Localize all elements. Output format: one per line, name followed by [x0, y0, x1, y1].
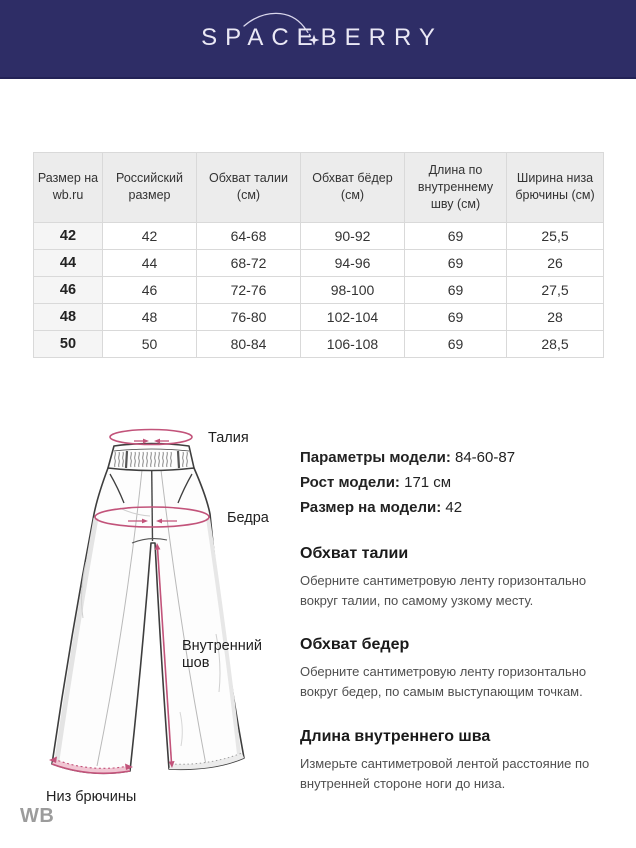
guide-section-waist [300, 545, 622, 611]
cell-wb-size: 42 [34, 222, 103, 249]
model-height-value: 171 см [404, 474, 452, 491]
cell-waist: 76-80 [197, 303, 301, 330]
col-header-wb-size: Размер на wb.ru [34, 153, 103, 223]
cell-hips: 102-104 [301, 303, 405, 330]
cell-wb-size: 50 [34, 330, 103, 357]
cell-hips: 106-108 [301, 330, 405, 357]
brand-header [0, 0, 636, 79]
cell-hips: 98-100 [301, 276, 405, 303]
col-header-ru-size: Российский размер [103, 153, 197, 223]
cell-leg-width: 28 [507, 303, 604, 330]
model-params-value: 84-60-87 [455, 449, 516, 466]
cell-waist: 80-84 [197, 330, 301, 357]
table-row [34, 276, 604, 303]
col-header-leg-width: Ширина низа брючины (см) [507, 153, 604, 223]
col-header-waist: Обхват талии (см) [197, 153, 301, 223]
pants-measurement-diagram [30, 412, 300, 812]
cell-leg-width: 28,5 [507, 330, 604, 357]
model-height-line [300, 470, 622, 495]
wb-watermark: WB [20, 805, 55, 827]
cell-leg-width: 26 [507, 249, 604, 276]
table-row [34, 330, 604, 357]
model-params-label: Параметры модели: [300, 449, 451, 466]
inner-seam-label: Внутренний шов [182, 638, 262, 672]
cell-inseam: 69 [405, 249, 507, 276]
cell-ru-size: 42 [103, 222, 197, 249]
model-height-label: Рост модели: [300, 474, 400, 491]
guide-section-inseam [300, 728, 622, 794]
cell-hips: 90-92 [301, 222, 405, 249]
size-table [33, 152, 604, 358]
cell-wb-size: 46 [34, 276, 103, 303]
model-size-line [300, 495, 622, 520]
col-header-hips: Обхват бёдер (см) [301, 153, 405, 223]
cell-inseam: 69 [405, 330, 507, 357]
cell-wb-size: 44 [34, 249, 103, 276]
guide-title-hips: Обхват бедер [300, 636, 410, 654]
table-row [34, 303, 604, 330]
table-row [34, 222, 604, 249]
cell-inseam: 69 [405, 276, 507, 303]
cell-leg-width: 25,5 [507, 222, 604, 249]
guide-text-inseam: Измерьте сантиметровой лентой расстояние по внутренней стороне ноги до низа. [300, 755, 590, 791]
hem-label: Низ брючины [46, 789, 137, 805]
cell-inseam: 69 [405, 303, 507, 330]
guide-section-hips [300, 636, 622, 702]
table-row [34, 249, 604, 276]
cell-ru-size: 44 [103, 249, 197, 276]
guide-text-hips: Оберните сантиметровую ленту горизонтально вокруг бедер, по самым выступающим точкам. [300, 664, 587, 700]
cell-hips: 94-96 [301, 249, 405, 276]
model-size-value: 42 [445, 499, 463, 516]
brand-logo-text: SPACEBERRY [201, 24, 443, 51]
guide-title-waist: Обхват талии [300, 545, 409, 562]
pants-sketch [30, 412, 300, 812]
cell-ru-size: 50 [103, 330, 197, 357]
cell-waist: 64-68 [197, 222, 301, 249]
cell-ru-size: 46 [103, 276, 197, 303]
model-size-label: Размер на модели: [300, 499, 442, 516]
measurement-info-column [300, 445, 622, 794]
size-table-header-row [34, 153, 604, 223]
guide-title-inseam: Длина внутреннего шва [300, 727, 491, 745]
cell-waist: 68-72 [197, 249, 301, 276]
hips-label: Бедра [227, 510, 269, 526]
guide-text-waist: Оберните сантиметровую ленту горизонтально вокруг талии, по самому узкому месту. [300, 573, 587, 609]
cell-inseam: 69 [405, 222, 507, 249]
cell-waist: 72-76 [197, 276, 301, 303]
cell-leg-width: 27,5 [507, 276, 604, 303]
cell-ru-size: 48 [103, 303, 197, 330]
model-params-line [300, 445, 622, 470]
col-header-inseam: Длина по внутреннему шву (см) [405, 153, 507, 223]
waist-label: Талия [208, 430, 249, 446]
cell-wb-size: 48 [34, 303, 103, 330]
